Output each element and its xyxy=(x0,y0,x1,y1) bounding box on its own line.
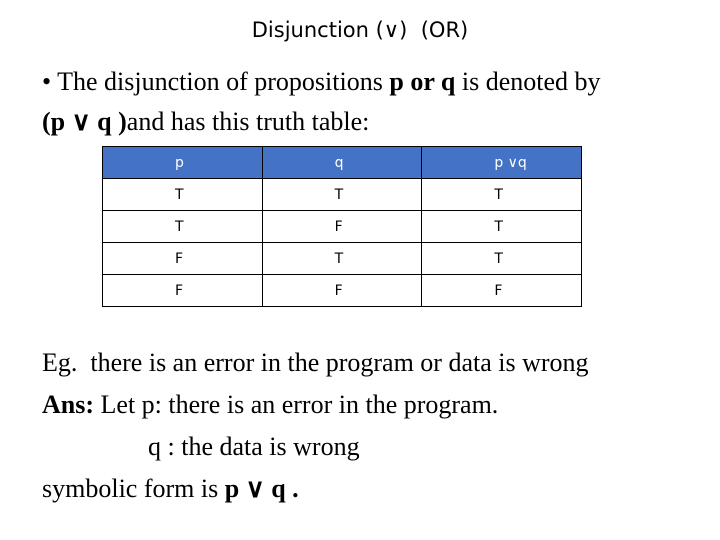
table-cell: T xyxy=(422,243,582,275)
bullet-or: or xyxy=(403,67,441,96)
bullet-text-2: is denoted by xyxy=(455,67,601,96)
table-row xyxy=(103,179,582,211)
bullet-text-3: and has this truth table: xyxy=(126,107,370,136)
symbolic-form-expression: p ∨ q . xyxy=(224,474,299,503)
example-line: Eg. there is an error in the program or data is wrong xyxy=(42,348,589,377)
header-cell-q: q xyxy=(262,147,422,179)
bullet-paragraph xyxy=(42,62,682,142)
symbolic-form-line xyxy=(42,468,702,510)
table-cell: T xyxy=(262,243,422,275)
table-row xyxy=(103,275,582,307)
table-row xyxy=(103,243,582,275)
q-definition-line: q : the data is wrong xyxy=(148,432,360,461)
bullet-p: p xyxy=(389,67,404,96)
table-row xyxy=(103,211,582,243)
answer-label: Ans: xyxy=(42,390,95,419)
truth-table xyxy=(102,146,582,307)
slide-title: Disjunction (∨) (OR) xyxy=(251,18,469,42)
table-cell: F xyxy=(422,275,582,307)
example-block xyxy=(42,342,702,510)
answer-text: Let p: there is an error in the program. xyxy=(94,390,499,419)
table-cell: F xyxy=(262,211,422,243)
header-cell-p: p xyxy=(103,147,263,179)
table-cell: T xyxy=(103,179,263,211)
table-cell: F xyxy=(103,243,263,275)
table-cell: T xyxy=(262,179,422,211)
bullet-q: q xyxy=(440,67,456,96)
table-cell: F xyxy=(103,275,263,307)
table-cell: F xyxy=(262,275,422,307)
bullet-text-1: The disjunction of propositions xyxy=(51,67,390,96)
symbolic-form-text: symbolic form is xyxy=(42,474,225,503)
truth-table-header-row xyxy=(103,147,582,179)
table-cell: T xyxy=(422,211,582,243)
table-cell: T xyxy=(103,211,263,243)
header-cell-p-or-q: p ∨q xyxy=(422,147,582,179)
table-cell: T xyxy=(422,179,582,211)
bullet-marker: • xyxy=(42,67,52,96)
answer-line xyxy=(42,384,702,426)
bullet-expression: (p ∨ q ) xyxy=(42,107,127,136)
